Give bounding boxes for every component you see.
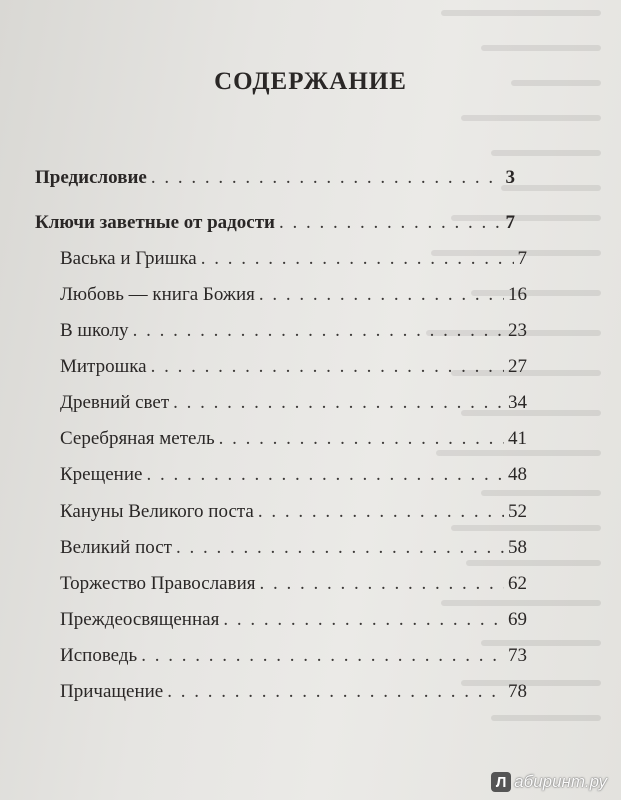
dot-leader	[133, 320, 504, 342]
toc-entry-page: 58	[508, 537, 527, 558]
watermark	[491, 772, 607, 792]
toc-entry-title: Торжество Православия	[60, 573, 256, 594]
toc-entry	[60, 356, 527, 378]
toc-entry-title: Васька и Гришка	[60, 248, 197, 269]
toc-entry-page: 52	[508, 501, 527, 522]
toc-entry-title: Серебряная метель	[60, 428, 215, 449]
dot-leader	[151, 167, 502, 189]
toc-entry	[35, 212, 515, 234]
dot-leader	[176, 537, 504, 559]
toc-entry-page: 34	[508, 392, 527, 413]
toc-entry-page: 78	[508, 681, 527, 702]
dot-leader	[279, 212, 502, 234]
toc-entry	[60, 501, 527, 523]
labirint-logo-icon: Л	[491, 772, 511, 792]
toc-entry-page: 3	[505, 167, 515, 188]
dot-leader	[151, 356, 504, 378]
toc-entry	[60, 609, 527, 631]
toc-entry	[35, 167, 515, 189]
dot-leader	[201, 248, 514, 270]
toc-entry-page: 23	[508, 320, 527, 341]
toc-entry-title: Предисловие	[35, 167, 147, 188]
toc-entry	[60, 573, 527, 595]
dot-leader	[146, 464, 504, 486]
toc-entry-title: Кануны Великого поста	[60, 501, 254, 522]
toc-entry-page: 7	[505, 212, 515, 233]
dot-leader	[173, 392, 504, 414]
toc-entry-title: Любовь — книга Божия	[60, 284, 255, 305]
toc-entry-title: Великий пост	[60, 537, 172, 558]
dot-leader	[167, 681, 504, 703]
dot-leader	[259, 573, 504, 595]
dot-leader	[259, 284, 504, 306]
toc-entry	[60, 392, 527, 414]
toc-entry-title: Древний свет	[60, 392, 170, 413]
toc-entry-title: Митрошка	[60, 356, 147, 377]
toc-entry	[60, 248, 527, 270]
toc-entry-page: 69	[508, 609, 527, 630]
toc-entry-title: Причащение	[60, 681, 164, 702]
dot-leader	[141, 645, 504, 667]
toc-entry	[60, 681, 527, 703]
toc-entry	[60, 428, 527, 450]
toc-entry-title: Крещение	[60, 464, 143, 485]
toc-entry-title: Исповедь	[60, 645, 138, 666]
toc-entry-title: Ключи заветные от радости	[35, 212, 275, 233]
toc-entry-page: 41	[508, 428, 527, 449]
toc-entry-page: 16	[508, 284, 527, 305]
toc-entry-title: В школу	[60, 320, 129, 341]
toc-entry-page: 7	[517, 248, 527, 269]
dot-leader	[258, 501, 504, 523]
toc-entry-page: 27	[508, 356, 527, 377]
toc-entry	[60, 284, 527, 306]
toc-entry-page: 48	[508, 464, 527, 485]
toc-entry	[60, 320, 527, 342]
dot-leader	[223, 609, 504, 631]
toc-entry	[60, 537, 527, 559]
toc-entry-page: 73	[508, 645, 527, 666]
toc-entry	[60, 464, 527, 486]
toc-entry-title: Преждеосвященная	[60, 609, 220, 630]
watermark-text: абиринт.ру	[514, 772, 607, 791]
dot-leader	[219, 428, 504, 450]
page-title: СОДЕРЖАНИЕ	[214, 68, 407, 95]
toc-entry	[60, 645, 527, 667]
toc-entry-page: 62	[508, 573, 527, 594]
